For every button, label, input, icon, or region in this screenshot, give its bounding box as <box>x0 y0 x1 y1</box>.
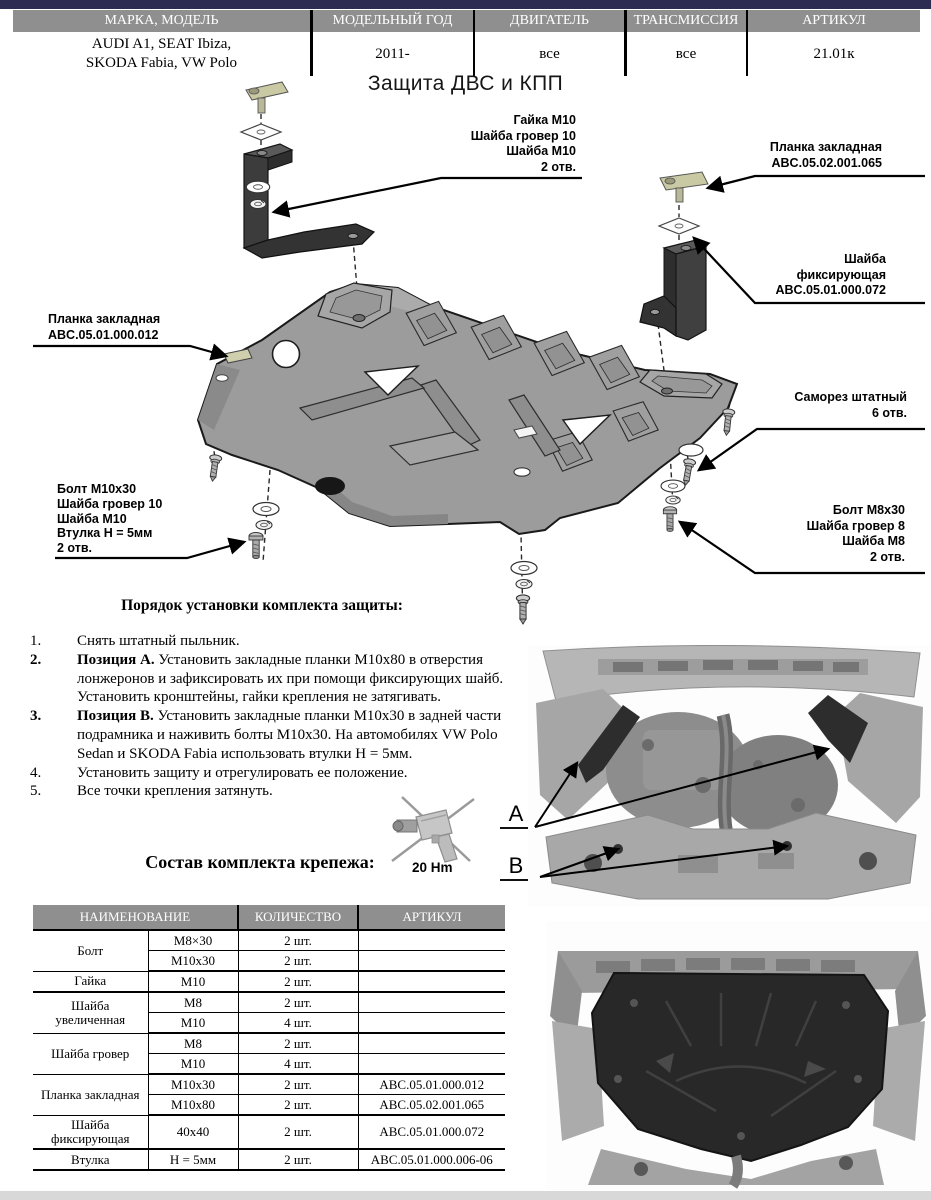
position-label-a: A <box>500 801 532 829</box>
cell-engine: все <box>539 45 560 62</box>
bolt-m8x30 <box>663 507 676 532</box>
bottom-accent-bar <box>0 1191 931 1200</box>
col-qty: КОЛИЧЕСТВО <box>238 905 358 930</box>
installation-photo-brackets <box>528 645 931 907</box>
fixing-washer-left <box>241 124 281 140</box>
col-sku: АРТИКУЛ <box>748 10 920 32</box>
callout-bolt-m8: Болт М8х30 Шайба гровер 8 Шайба М8 2 отв. <box>806 503 905 564</box>
callout-nut-m10: Гайка М10 Шайба гровер 10 Шайба М10 2 отв. <box>470 113 576 174</box>
right-bracket-assembly <box>640 172 708 340</box>
table-row: М10х30 2 шт. <box>33 951 505 972</box>
col-make-model: МАРКА, МОДЕЛЬ <box>13 10 310 32</box>
table-row: Болт М8×30 2 шт. <box>33 930 505 951</box>
no-impact-wrench-icon <box>388 795 476 865</box>
top-accent-bar <box>0 0 931 9</box>
instructions-list <box>28 632 510 801</box>
callout-factory-screw: Саморез штатный 6 отв. <box>794 390 907 420</box>
plate-hole-center <box>514 468 530 476</box>
col-transmission: ТРАНСМИССИЯ <box>627 10 746 32</box>
table-row: Шайба увеличенная М8 2 шт. <box>33 992 505 1013</box>
col-model-year: МОДЕЛЬНЫЙ ГОД <box>313 10 473 32</box>
col-sku: АРТИКУЛ <box>358 905 505 930</box>
position-label-b: B <box>500 853 532 881</box>
instruction-item: 2. Позиция А. Установить закладные планки М10х80 в отверстия лонжеронов и зафиксировать их при помощи фиксирующих шайб. Установить кронштейны, гайки крепления не затягивать. <box>30 651 504 706</box>
kit-heading: Состав комплекта крепежа: <box>145 852 375 872</box>
plate-drain-hole <box>315 477 345 495</box>
cell-year: 2011- <box>375 45 410 62</box>
col-name: НАИМЕНОВАНИЕ <box>33 905 238 930</box>
plate-slot-right <box>679 444 703 456</box>
vehicle-table-row <box>13 32 920 76</box>
callout-bolt-m10: Болт М10х30 Шайба гровер 10 Шайба М10 Втулка Н = 5мм 2 отв. <box>57 482 163 556</box>
callout-fixing-washer: Шайба фиксирующая ABC.05.01.000.072 <box>775 252 886 297</box>
instruction-item: 1. Снять штатный пыльник. <box>30 633 240 649</box>
plate-hole-left <box>216 375 228 381</box>
table-row: Гайка М10 2 шт. <box>33 971 505 992</box>
col-engine: ДВИГАТЕЛЬ <box>475 10 624 32</box>
factory-screw-top-right <box>720 408 735 436</box>
model-line2: SKODA Fabia, VW Polo <box>85 55 238 71</box>
callout-plank-012: Планка закладная ABC.05.01.000.012 <box>48 312 161 342</box>
model-line1: AUDI A1, SEAT Ibiza, <box>91 36 232 52</box>
cell-transmission: все <box>675 45 697 62</box>
cell-sku: 21.01к <box>813 45 855 62</box>
table-row: М10 4 шт. <box>33 1054 505 1075</box>
table-row: М10х80 2 шт. ABC.05.02.001.065 <box>33 1095 505 1116</box>
factory-screw-left <box>207 454 223 482</box>
torque-value-label: 20 Hm <box>412 860 453 875</box>
plate-round-hole <box>273 341 300 368</box>
cell-model <box>13 32 310 76</box>
installation-photo-plate <box>546 921 931 1190</box>
parts-table-header <box>33 905 505 930</box>
table-row: Втулка Н = 5мм 2 шт. ABC.05.01.000.006-06 <box>33 1149 505 1170</box>
table-row: Шайба фиксирующая 40х40 2 шт. ABC.05.01.000.072 <box>33 1115 505 1149</box>
parts-table <box>33 905 505 1171</box>
instruction-item: 4. Установить защиту и отрегулировать ее положение. <box>30 764 408 781</box>
plank-stud <box>258 98 265 113</box>
bolt-m10x30 <box>249 533 263 559</box>
plank-stud <box>676 188 683 202</box>
mount-bracket-right <box>640 240 706 340</box>
callout-plank-065: Планка закладная ABC.05.02.001.065 <box>769 140 882 170</box>
table-row: Планка закладная М10х30 2 шт. ABC.05.01.000.012 <box>33 1074 505 1095</box>
screw-center <box>516 595 529 624</box>
table-row: Шайба гровер М8 2 шт. <box>33 1033 505 1054</box>
instruction-item: 3. Позиция В. Установить закладные планки М10х30 в задней части подрамника и наживить болты М10х30. На автомобилях VW Polo Sedan и SKODA Fabia использовать втулки Н = 5мм. <box>30 708 502 762</box>
left-bracket-assembly <box>241 82 374 258</box>
page-title: Защита ДВС и КПП <box>367 72 564 95</box>
table-row: М10 4 шт. <box>33 1013 505 1034</box>
vehicle-table-header <box>13 10 920 32</box>
vehicle-table <box>13 10 920 76</box>
instruction-item: 5. Все точки крепления затянуть. <box>30 783 273 800</box>
fixing-washer-right <box>659 218 699 234</box>
instructions-heading: Порядок установки комплекта защиты: <box>121 597 403 614</box>
